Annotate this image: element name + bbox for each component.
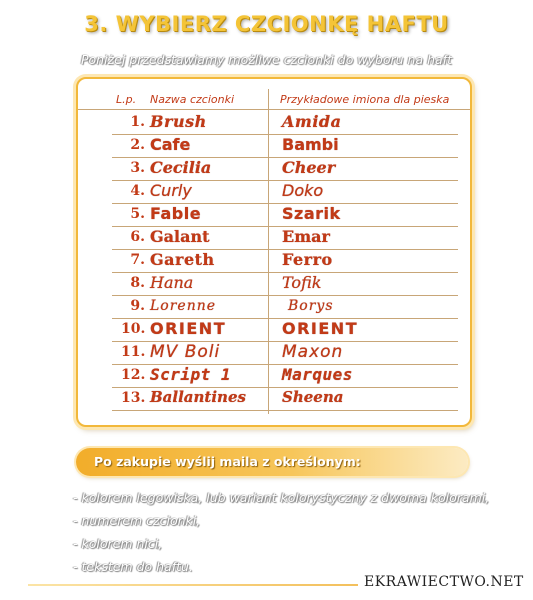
font-name: Fable xyxy=(150,204,202,223)
example-name: Szarik xyxy=(282,204,341,223)
example-name: Cheer xyxy=(282,158,336,177)
row-number: 6. xyxy=(130,229,145,245)
row-number: 11. xyxy=(121,344,146,360)
example-name: Maxon xyxy=(282,342,344,362)
table-row xyxy=(112,387,458,411)
table-row xyxy=(112,111,458,135)
row-number: 3. xyxy=(130,160,145,176)
footer-divider xyxy=(28,584,358,586)
list-item: - kolorem legowiska, lub wariant kolorystyczny z dwoma kolorami, xyxy=(73,490,490,505)
example-name: Amida xyxy=(282,112,342,131)
font-name: Galant xyxy=(150,227,210,246)
font-name: Ballantines xyxy=(150,388,246,406)
font-name: Cafe xyxy=(150,135,191,154)
font-name: Curly xyxy=(150,181,192,200)
table-row xyxy=(112,249,458,273)
fonts-table xyxy=(76,77,472,427)
instruction-banner xyxy=(76,448,468,476)
row-number: 2. xyxy=(130,137,145,153)
list-item: - numerem czcionki, xyxy=(73,513,201,528)
table-row xyxy=(112,295,458,319)
table-row xyxy=(112,134,458,158)
header-font-name: Nazwa czcionki xyxy=(150,93,235,106)
table-row xyxy=(112,272,458,296)
table-header xyxy=(78,91,470,110)
example-name: Tofik xyxy=(282,273,322,292)
row-number: 10. xyxy=(121,321,146,337)
example-name: Marques xyxy=(282,365,353,384)
list-item: - tekstem do haftu. xyxy=(73,559,193,574)
table-row xyxy=(112,364,458,388)
banner-text: Po zakupie wyślij maila z określonym: xyxy=(94,454,361,469)
table-row xyxy=(112,203,458,227)
row-number: 5. xyxy=(130,206,145,222)
row-number: 1. xyxy=(130,114,145,130)
font-name: Cecilia xyxy=(150,158,212,177)
table-row xyxy=(112,318,458,342)
list-item: - kolorem nici, xyxy=(73,536,163,551)
font-name: Gareth xyxy=(150,250,215,269)
example-name: ORIENT xyxy=(282,319,359,338)
row-number: 12. xyxy=(121,367,146,383)
row-number: 7. xyxy=(130,252,145,268)
example-name: Doko xyxy=(282,181,324,200)
font-name: Brush xyxy=(150,112,207,131)
table-row xyxy=(112,226,458,250)
font-name: Hana xyxy=(150,273,194,292)
font-name: MV Boli xyxy=(150,342,221,362)
row-number: 8. xyxy=(130,275,145,291)
row-number: 13. xyxy=(121,390,146,406)
font-name: ORIENT xyxy=(150,319,227,338)
page-title: 3. WYBIERZ CZCIONKĘ HAFTU xyxy=(84,12,449,36)
font-name: Lorenne xyxy=(150,298,217,314)
example-name: Ferro xyxy=(282,250,333,269)
example-name: Borys xyxy=(288,298,334,314)
row-number: 9. xyxy=(130,298,145,314)
table-row xyxy=(112,341,458,365)
header-lp: L.p. xyxy=(116,93,137,106)
header-example-names: Przykładowe imiona dla pieska xyxy=(280,93,450,106)
font-name: Script 1 xyxy=(150,365,232,384)
example-name: Sheena xyxy=(282,388,344,406)
table-row xyxy=(112,180,458,204)
row-number: 4. xyxy=(130,183,145,199)
footer-brand: EKRAWIECTWO.NET xyxy=(364,574,524,590)
example-name: Bambi xyxy=(282,135,339,154)
table-row xyxy=(112,157,458,181)
example-name: Emar xyxy=(282,227,330,246)
page-subtitle: Poniżej przedstawiamy możliwe czcionki do wyboru na haft xyxy=(80,52,452,67)
